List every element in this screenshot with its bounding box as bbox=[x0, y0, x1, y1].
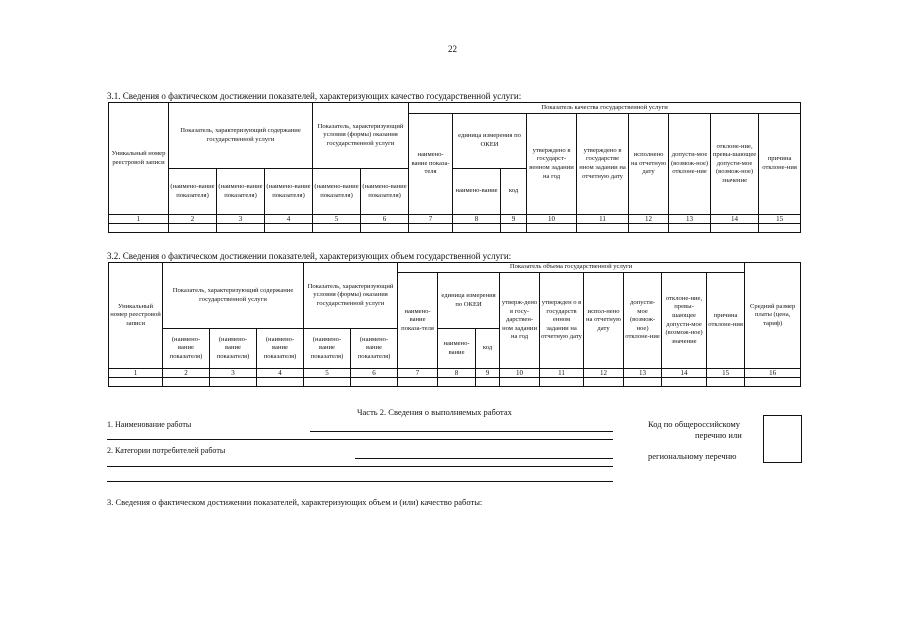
v-num: 14 bbox=[662, 369, 707, 378]
q-cell[interactable] bbox=[313, 224, 361, 233]
q-col-conditions: Показатель, характеризующий условия (формы) оказания государственной услуги bbox=[313, 103, 409, 169]
v-col-conditions: Показатель, характеризующий условия (формы) оказания государственной услуги bbox=[304, 263, 398, 329]
q-cell[interactable] bbox=[711, 224, 759, 233]
q-num: 14 bbox=[711, 215, 759, 224]
code-label-2: перечню или bbox=[695, 430, 742, 440]
section-3-heading: 3. Сведения о фактическом достижении показателей, характеризующих объем и (или) качество работы: bbox=[107, 497, 483, 507]
q-sub-name: (наимено-вание показателя) bbox=[217, 169, 265, 215]
v-col-unit-name: наимено-вание bbox=[438, 329, 476, 369]
v-cell[interactable] bbox=[398, 378, 438, 387]
q-num: 2 bbox=[169, 215, 217, 224]
q-cell[interactable] bbox=[527, 224, 577, 233]
consumers-line-3[interactable] bbox=[107, 481, 613, 482]
v-num: 1 bbox=[109, 369, 163, 378]
code-input-box[interactable] bbox=[763, 415, 802, 463]
q-sub-name: (наимено-вание показателя) bbox=[361, 169, 409, 215]
v-cell[interactable] bbox=[109, 378, 163, 387]
v-num: 2 bbox=[163, 369, 210, 378]
q-num: 3 bbox=[217, 215, 265, 224]
q-num: 6 bbox=[361, 215, 409, 224]
v-num: 10 bbox=[500, 369, 540, 378]
q-cell[interactable] bbox=[501, 224, 527, 233]
page-number: 22 bbox=[448, 44, 457, 54]
code-label-1: Код по общероссийскому bbox=[648, 419, 741, 429]
quality-table bbox=[108, 102, 801, 233]
q-cell[interactable] bbox=[453, 224, 501, 233]
v-col-executed: испол-нено на отчетную дату bbox=[584, 273, 624, 369]
q-col-unit-code: код bbox=[501, 169, 527, 215]
v-col-unit: единица измерения по ОКЕИ bbox=[438, 273, 500, 329]
v-cell[interactable] bbox=[500, 378, 540, 387]
v-num: 4 bbox=[257, 369, 304, 378]
v-col-avg-fee: Средний размер платы (цена, тариф) bbox=[745, 263, 801, 369]
v-col-unit-code: код bbox=[476, 329, 500, 369]
v-cell[interactable] bbox=[304, 378, 351, 387]
section-3-2-heading: 3.2. Сведения о фактическом достижении показателей, характеризующих объем государственной услуги: bbox=[107, 251, 512, 261]
v-sub-name: (наимено-вание показателя) bbox=[163, 329, 210, 369]
q-num: 9 bbox=[501, 215, 527, 224]
v-numbers-row bbox=[109, 369, 801, 378]
v-col-content: Показатель, характеризующий содержание государственной услуги bbox=[163, 263, 304, 329]
q-col-approved-task: утверждено в государст-венном задании на год bbox=[527, 114, 577, 215]
q-cell[interactable] bbox=[109, 224, 169, 233]
q-col-content: Показатель, характеризующий содержание государственной услуги bbox=[169, 103, 313, 169]
code-label-3: региональному перечню bbox=[648, 451, 737, 461]
work-name-label: 1. Наименование работы bbox=[107, 420, 192, 429]
q-num: 10 bbox=[527, 215, 577, 224]
v-cell[interactable] bbox=[210, 378, 257, 387]
q-cell[interactable] bbox=[577, 224, 629, 233]
q-num: 8 bbox=[453, 215, 501, 224]
q-num: 5 bbox=[313, 215, 361, 224]
v-num: 8 bbox=[438, 369, 476, 378]
v-sub-name: (наимено-вание показателя) bbox=[210, 329, 257, 369]
q-col-reason: причина отклоне-ния bbox=[759, 114, 801, 215]
q-num: 4 bbox=[265, 215, 313, 224]
v-num: 9 bbox=[476, 369, 500, 378]
q-col-unit: единица измерения по ОКЕИ bbox=[453, 114, 527, 169]
v-cell[interactable] bbox=[707, 378, 745, 387]
q-num: 12 bbox=[629, 215, 669, 224]
q-cell[interactable] bbox=[169, 224, 217, 233]
v-cell[interactable] bbox=[584, 378, 624, 387]
part2-title: Часть 2. Сведения о выполняемых работах bbox=[357, 407, 512, 417]
v-cell[interactable] bbox=[662, 378, 707, 387]
q-col-quality: Показатель качества государственной услуги bbox=[409, 103, 801, 114]
v-num: 7 bbox=[398, 369, 438, 378]
v-num: 15 bbox=[707, 369, 745, 378]
v-num: 11 bbox=[540, 369, 584, 378]
v-cell[interactable] bbox=[257, 378, 304, 387]
q-col-unique: Уникальный номер реестровой записи bbox=[109, 103, 169, 215]
q-sub-name: (наимено-вание показателя) bbox=[313, 169, 361, 215]
q-cell[interactable] bbox=[217, 224, 265, 233]
v-cell[interactable] bbox=[476, 378, 500, 387]
q-cell[interactable] bbox=[759, 224, 801, 233]
q-numbers-row bbox=[109, 215, 801, 224]
q-col-indicator-name: наимено-вание показа-теля bbox=[409, 114, 453, 215]
q-num: 13 bbox=[669, 215, 711, 224]
volume-table bbox=[108, 262, 801, 387]
v-data-row bbox=[109, 378, 801, 387]
v-col-reason: причина отклоне-ния bbox=[707, 273, 745, 369]
q-cell[interactable] bbox=[669, 224, 711, 233]
q-num: 15 bbox=[759, 215, 801, 224]
q-cell[interactable] bbox=[629, 224, 669, 233]
v-sub-name: (наимено-вание показателя) bbox=[351, 329, 398, 369]
v-sub-name: (наимено-вание показателя) bbox=[304, 329, 351, 369]
v-cell[interactable] bbox=[540, 378, 584, 387]
q-cell[interactable] bbox=[409, 224, 453, 233]
v-col-volume: Показатель объема государственной услуги bbox=[398, 263, 745, 273]
v-cell[interactable] bbox=[351, 378, 398, 387]
v-cell[interactable] bbox=[163, 378, 210, 387]
consumers-line[interactable] bbox=[355, 458, 613, 459]
section-3-1-heading: 3.1. Сведения о фактическом достижении показателей, характеризующих качество государственной услуги: bbox=[107, 91, 522, 101]
v-num: 12 bbox=[584, 369, 624, 378]
v-num: 13 bbox=[624, 369, 662, 378]
v-cell[interactable] bbox=[624, 378, 662, 387]
q-sub-name: (наимено-вание показателя) bbox=[265, 169, 313, 215]
v-col-indicator-name: наимено-вание показа-теля bbox=[398, 273, 438, 369]
v-num: 5 bbox=[304, 369, 351, 378]
v-sub-name: (наимено-вание показателя) bbox=[257, 329, 304, 369]
v-col-exceed-dev: отклоне-ние, превы-шающее допусти-мое (возмож-ное) значение bbox=[662, 273, 707, 369]
work-name-line-2[interactable] bbox=[107, 439, 613, 440]
q-data-row bbox=[109, 224, 801, 233]
v-col-approved-task: утверж-дено в госу-дарствен-ном задании на год bbox=[500, 273, 540, 369]
work-name-line[interactable] bbox=[310, 431, 613, 432]
v-cell[interactable] bbox=[745, 378, 801, 387]
consumers-label: 2. Категории потребителей работы bbox=[107, 446, 226, 455]
q-num: 7 bbox=[409, 215, 453, 224]
consumers-line-2[interactable] bbox=[107, 466, 613, 467]
q-col-unit-name: наимено-вание bbox=[453, 169, 501, 215]
q-col-exceed-dev: отклоне-ние, превы-шающее допусти-мое (возмож-ное) значение bbox=[711, 114, 759, 215]
v-num: 6 bbox=[351, 369, 398, 378]
v-num: 16 bbox=[745, 369, 801, 378]
v-col-allowed-dev: допусти-мое (возмож-ное) отклоне-ние bbox=[624, 273, 662, 369]
q-col-approved-date: утверждено в государстве нном задании на отчетную дату bbox=[577, 114, 629, 215]
v-num: 3 bbox=[210, 369, 257, 378]
q-num: 1 bbox=[109, 215, 169, 224]
v-cell[interactable] bbox=[438, 378, 476, 387]
v-col-unique: Уникальный номер реестровой записи bbox=[109, 263, 163, 369]
q-col-allowed-dev: допусти-мое (возмож-ное) отклоне-ние bbox=[669, 114, 711, 215]
q-cell[interactable] bbox=[265, 224, 313, 233]
q-sub-name: (наимено-вание показателя) bbox=[169, 169, 217, 215]
v-col-approved-date: утвержден о в государств енном задании на отчетную дату bbox=[540, 273, 584, 369]
q-cell[interactable] bbox=[361, 224, 409, 233]
q-num: 11 bbox=[577, 215, 629, 224]
q-col-executed: исполнено на отчетную дату bbox=[629, 114, 669, 215]
